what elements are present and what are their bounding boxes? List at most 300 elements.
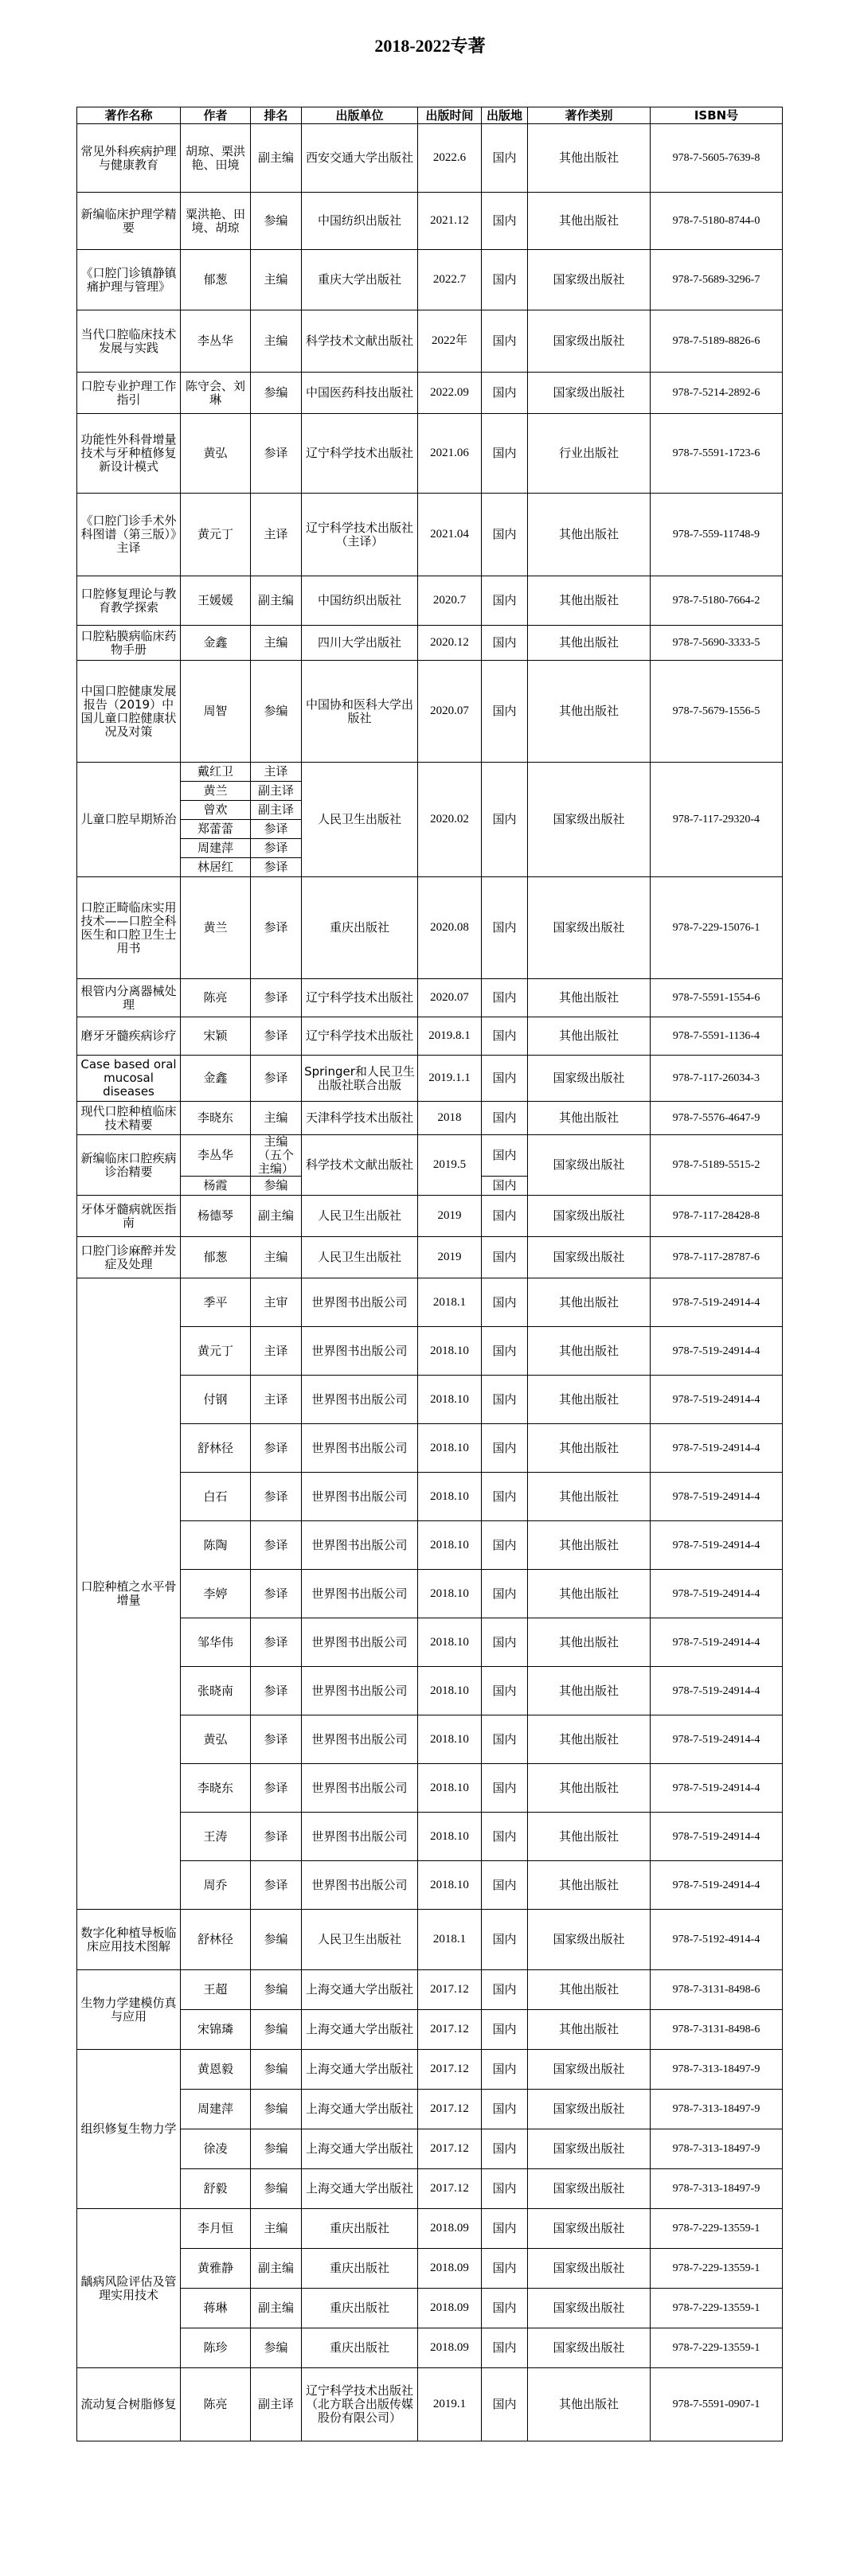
publisher-cell: 世界图书出版公司 bbox=[302, 1861, 418, 1910]
date-cell: 2019.8.1 bbox=[418, 1017, 482, 1056]
publisher-cell: Springer和人民卫生出版社联合出版 bbox=[302, 1056, 418, 1102]
publisher-cell: 中国纺织出版社 bbox=[302, 193, 418, 250]
date-cell: 2020.12 bbox=[418, 626, 482, 661]
place-cell: 国内 bbox=[482, 1715, 528, 1764]
header-row bbox=[77, 107, 783, 124]
author-cell: 舒林径 bbox=[181, 1424, 251, 1473]
table-row bbox=[77, 763, 783, 782]
book-title-cell: 口腔门诊麻醉并发症及处理 bbox=[77, 1237, 181, 1278]
author-cell: 邹华伟 bbox=[181, 1618, 251, 1667]
publisher-cell: 重庆出版社 bbox=[302, 2289, 418, 2328]
publisher-cell: 辽宁科学技术出版社 bbox=[302, 414, 418, 494]
author-cell: 杨霞 bbox=[181, 1177, 251, 1196]
isbn-cell: 978-7-519-24914-4 bbox=[651, 1424, 783, 1473]
table-row bbox=[77, 2209, 783, 2249]
author-cell: 王超 bbox=[181, 1970, 251, 2010]
monograph-table bbox=[76, 107, 783, 2441]
author-cell: 舒毅 bbox=[181, 2169, 251, 2209]
place-cell: 国内 bbox=[482, 250, 528, 310]
category-cell: 其他出版社 bbox=[528, 1473, 651, 1521]
category-cell: 国家级出版社 bbox=[528, 2169, 651, 2209]
rank-cell: 参译 bbox=[251, 1861, 302, 1910]
author-cell: 周乔 bbox=[181, 1861, 251, 1910]
rank-cell: 副主编 bbox=[251, 2289, 302, 2328]
author-cell: 周智 bbox=[181, 661, 251, 763]
author-cell: 白石 bbox=[181, 1473, 251, 1521]
date-cell: 2021.06 bbox=[418, 414, 482, 494]
rank-cell: 副主编 bbox=[251, 576, 302, 626]
publisher-cell: 重庆出版社 bbox=[302, 2209, 418, 2249]
publisher-cell: 上海交通大学出版社 bbox=[302, 2169, 418, 2209]
category-cell: 其他出版社 bbox=[528, 1327, 651, 1376]
category-cell: 国家级出版社 bbox=[528, 1237, 651, 1278]
publisher-cell: 重庆大学出版社 bbox=[302, 250, 418, 310]
date-cell: 2018.10 bbox=[418, 1473, 482, 1521]
place-cell: 国内 bbox=[482, 1570, 528, 1618]
author-cell: 郁葱 bbox=[181, 1237, 251, 1278]
publisher-cell: 中国协和医科大学出版社 bbox=[302, 661, 418, 763]
header-rank: 排名 bbox=[251, 107, 302, 124]
rank-cell: 参编 bbox=[251, 373, 302, 414]
date-cell: 2021.04 bbox=[418, 494, 482, 576]
isbn-cell: 978-7-519-24914-4 bbox=[651, 1570, 783, 1618]
author-cell: 黄弘 bbox=[181, 1715, 251, 1764]
author-cell: 林居红 bbox=[181, 858, 251, 877]
author-cell: 陈珍 bbox=[181, 2328, 251, 2368]
date-cell: 2018.10 bbox=[418, 1667, 482, 1715]
publisher-cell: 重庆出版社 bbox=[302, 877, 418, 979]
table-row bbox=[77, 877, 783, 979]
publisher-cell: 上海交通大学出版社 bbox=[302, 1970, 418, 2010]
category-cell: 其他出版社 bbox=[528, 979, 651, 1017]
place-cell: 国内 bbox=[482, 2289, 528, 2328]
book-title-cell: 新编临床护理学精要 bbox=[77, 193, 181, 250]
place-cell: 国内 bbox=[482, 1861, 528, 1910]
table-row bbox=[77, 1327, 783, 1376]
place-cell: 国内 bbox=[482, 661, 528, 763]
category-cell: 国家级出版社 bbox=[528, 2050, 651, 2090]
table-row bbox=[77, 1970, 783, 2010]
rank-cell: 参译 bbox=[251, 1473, 302, 1521]
category-cell: 国家级出版社 bbox=[528, 2129, 651, 2169]
book-title-cell: 口腔种植之水平骨增量 bbox=[77, 1278, 181, 1910]
isbn-cell: 978-7-519-24914-4 bbox=[651, 1521, 783, 1570]
place-cell: 国内 bbox=[482, 193, 528, 250]
publisher-cell: 上海交通大学出版社 bbox=[302, 2090, 418, 2129]
isbn-cell: 978-7-5591-0907-1 bbox=[651, 2368, 783, 2441]
date-cell: 2020.7 bbox=[418, 576, 482, 626]
place-cell: 国内 bbox=[482, 124, 528, 193]
place-cell: 国内 bbox=[482, 2368, 528, 2441]
category-cell: 其他出版社 bbox=[528, 2368, 651, 2441]
book-title-cell: 组织修复生物力学 bbox=[77, 2050, 181, 2209]
place-cell: 国内 bbox=[482, 2209, 528, 2249]
table-row bbox=[77, 1056, 783, 1102]
table-row bbox=[77, 1618, 783, 1667]
rank-cell: 主编 bbox=[251, 1237, 302, 1278]
book-title-cell: 常见外科疾病护理与健康教育 bbox=[77, 124, 181, 193]
author-cell: 宋锦璘 bbox=[181, 2010, 251, 2050]
author-cell: 郑蕾蕾 bbox=[181, 820, 251, 839]
date-cell: 2018.10 bbox=[418, 1327, 482, 1376]
date-cell: 2017.12 bbox=[418, 2050, 482, 2090]
isbn-cell: 978-7-519-24914-4 bbox=[651, 1813, 783, 1861]
publisher-cell: 上海交通大学出版社 bbox=[302, 2010, 418, 2050]
table-row bbox=[77, 1196, 783, 1237]
date-cell: 2018.10 bbox=[418, 1715, 482, 1764]
table-row bbox=[77, 2368, 783, 2441]
table-row bbox=[77, 310, 783, 373]
author-cell: 舒林径 bbox=[181, 1910, 251, 1970]
place-cell: 国内 bbox=[482, 373, 528, 414]
isbn-cell: 978-7-229-13559-1 bbox=[651, 2209, 783, 2249]
isbn-cell: 978-7-229-13559-1 bbox=[651, 2289, 783, 2328]
category-cell: 其他出版社 bbox=[528, 576, 651, 626]
place-cell: 国内 bbox=[482, 1177, 528, 1196]
rank-cell: 参译 bbox=[251, 1424, 302, 1473]
place-cell: 国内 bbox=[482, 2169, 528, 2209]
place-cell: 国内 bbox=[482, 2328, 528, 2368]
table-row bbox=[77, 2328, 783, 2368]
book-title-cell: 口腔正畸临床实用技术——口腔全科医生和口腔卫生士用书 bbox=[77, 877, 181, 979]
rank-cell: 参译 bbox=[251, 858, 302, 877]
place-cell: 国内 bbox=[482, 1910, 528, 1970]
publisher-cell: 辽宁科学技术出版社（主译） bbox=[302, 494, 418, 576]
book-title-cell: 口腔专业护理工作指引 bbox=[77, 373, 181, 414]
author-cell: 李月恒 bbox=[181, 2209, 251, 2249]
table-row bbox=[77, 250, 783, 310]
rank-cell: 主编（五个主编） bbox=[251, 1135, 302, 1177]
publisher-cell: 重庆出版社 bbox=[302, 2249, 418, 2289]
category-cell: 国家级出版社 bbox=[528, 763, 651, 877]
rank-cell: 主编 bbox=[251, 250, 302, 310]
place-cell: 国内 bbox=[482, 1424, 528, 1473]
table-row bbox=[77, 661, 783, 763]
table-row bbox=[77, 193, 783, 250]
table-row bbox=[77, 2129, 783, 2169]
author-cell: 金鑫 bbox=[181, 1056, 251, 1102]
category-cell: 其他出版社 bbox=[528, 193, 651, 250]
rank-cell: 副主编 bbox=[251, 124, 302, 193]
place-cell: 国内 bbox=[482, 2050, 528, 2090]
table-row bbox=[77, 1135, 783, 1177]
book-title-cell: 新编临床口腔疾病诊治精要 bbox=[77, 1135, 181, 1196]
place-cell: 国内 bbox=[482, 2010, 528, 2050]
category-cell: 国家级出版社 bbox=[528, 1135, 651, 1196]
category-cell: 国家级出版社 bbox=[528, 1056, 651, 1102]
date-cell: 2017.12 bbox=[418, 2090, 482, 2129]
isbn-cell: 978-7-519-24914-4 bbox=[651, 1618, 783, 1667]
date-cell: 2019 bbox=[418, 1196, 482, 1237]
isbn-cell: 978-7-519-24914-4 bbox=[651, 1861, 783, 1910]
publisher-cell: 人民卫生出版社 bbox=[302, 1910, 418, 1970]
isbn-cell: 978-7-519-24914-4 bbox=[651, 1667, 783, 1715]
author-cell: 宋颖 bbox=[181, 1017, 251, 1056]
author-cell: 陈守会、刘琳 bbox=[181, 373, 251, 414]
rank-cell: 参编 bbox=[251, 2129, 302, 2169]
category-cell: 国家级出版社 bbox=[528, 2328, 651, 2368]
rank-cell: 参译 bbox=[251, 1764, 302, 1813]
category-cell: 国家级出版社 bbox=[528, 877, 651, 979]
place-cell: 国内 bbox=[482, 1667, 528, 1715]
rank-cell: 主译 bbox=[251, 494, 302, 576]
author-cell: 周建萍 bbox=[181, 2090, 251, 2129]
date-cell: 2020.07 bbox=[418, 979, 482, 1017]
date-cell: 2022.7 bbox=[418, 250, 482, 310]
publisher-cell: 科学技术文献出版社 bbox=[302, 310, 418, 373]
place-cell: 国内 bbox=[482, 2090, 528, 2129]
date-cell: 2018.1 bbox=[418, 1278, 482, 1327]
publisher-cell: 世界图书出版公司 bbox=[302, 1473, 418, 1521]
rank-cell: 参编 bbox=[251, 2050, 302, 2090]
isbn-cell: 978-7-5192-4914-4 bbox=[651, 1910, 783, 1970]
table-row bbox=[77, 2010, 783, 2050]
isbn-cell: 978-7-117-26034-3 bbox=[651, 1056, 783, 1102]
date-cell: 2018.10 bbox=[418, 1424, 482, 1473]
date-cell: 2018.10 bbox=[418, 1376, 482, 1424]
rank-cell: 主审 bbox=[251, 1278, 302, 1327]
date-cell: 2021.12 bbox=[418, 193, 482, 250]
isbn-cell: 978-7-5690-3333-5 bbox=[651, 626, 783, 661]
author-cell: 黄恩毅 bbox=[181, 2050, 251, 2090]
author-cell: 黄雅静 bbox=[181, 2249, 251, 2289]
category-cell: 其他出版社 bbox=[528, 2010, 651, 2050]
book-title-cell: 《口腔门诊镇静镇痛护理与管理》 bbox=[77, 250, 181, 310]
header-isbn: ISBN号 bbox=[651, 107, 783, 124]
page-title: 2018-2022专著 bbox=[374, 36, 486, 56]
book-title-cell: 数字化种植导板临床应用技术图解 bbox=[77, 1910, 181, 1970]
author-cell: 徐凌 bbox=[181, 2129, 251, 2169]
date-cell: 2019.1 bbox=[418, 2368, 482, 2441]
author-cell: 蒋琳 bbox=[181, 2289, 251, 2328]
rank-cell: 副主译 bbox=[251, 782, 302, 801]
isbn-cell: 978-7-559-11748-9 bbox=[651, 494, 783, 576]
place-cell: 国内 bbox=[482, 979, 528, 1017]
author-cell: 郁葱 bbox=[181, 250, 251, 310]
place-cell: 国内 bbox=[482, 1135, 528, 1177]
place-cell: 国内 bbox=[482, 414, 528, 494]
author-cell: 黄元丁 bbox=[181, 494, 251, 576]
author-cell: 黄元丁 bbox=[181, 1327, 251, 1376]
author-cell: 李丛华 bbox=[181, 1135, 251, 1177]
author-cell: 周建萍 bbox=[181, 839, 251, 858]
table-row bbox=[77, 1237, 783, 1278]
book-title-cell: 口腔修复理论与教育教学探索 bbox=[77, 576, 181, 626]
table-row bbox=[77, 414, 783, 494]
publisher-cell: 辽宁科学技术出版社（北方联合出版传媒股份有限公司） bbox=[302, 2368, 418, 2441]
isbn-cell: 978-7-5189-5515-2 bbox=[651, 1135, 783, 1196]
rank-cell: 参译 bbox=[251, 1715, 302, 1764]
date-cell: 2018.09 bbox=[418, 2328, 482, 2368]
rank-cell: 主编 bbox=[251, 1102, 302, 1135]
category-cell: 其他出版社 bbox=[528, 494, 651, 576]
date-cell: 2017.12 bbox=[418, 2169, 482, 2209]
publisher-cell: 天津科学技术出版社 bbox=[302, 1102, 418, 1135]
publisher-cell: 世界图书出版公司 bbox=[302, 1764, 418, 1813]
author-cell: 王媛媛 bbox=[181, 576, 251, 626]
table-row bbox=[77, 1910, 783, 1970]
rank-cell: 参译 bbox=[251, 979, 302, 1017]
rank-cell: 参编 bbox=[251, 661, 302, 763]
isbn-cell: 978-7-5591-1554-6 bbox=[651, 979, 783, 1017]
date-cell: 2022.6 bbox=[418, 124, 482, 193]
author-cell: 戴红卫 bbox=[181, 763, 251, 782]
category-cell: 其他出版社 bbox=[528, 661, 651, 763]
rank-cell: 主译 bbox=[251, 1327, 302, 1376]
rank-cell: 参译 bbox=[251, 1017, 302, 1056]
place-cell: 国内 bbox=[482, 576, 528, 626]
category-cell: 其他出版社 bbox=[528, 1618, 651, 1667]
author-cell: 陈亮 bbox=[181, 979, 251, 1017]
date-cell: 2019.1.1 bbox=[418, 1056, 482, 1102]
publisher-cell: 世界图书出版公司 bbox=[302, 1813, 418, 1861]
category-cell: 其他出版社 bbox=[528, 1667, 651, 1715]
date-cell: 2019 bbox=[418, 1237, 482, 1278]
rank-cell: 参编 bbox=[251, 1177, 302, 1196]
isbn-cell: 978-7-117-28787-6 bbox=[651, 1237, 783, 1278]
date-cell: 2020.08 bbox=[418, 877, 482, 979]
isbn-cell: 978-7-5576-4647-9 bbox=[651, 1102, 783, 1135]
place-cell: 国内 bbox=[482, 1473, 528, 1521]
isbn-cell: 978-7-229-13559-1 bbox=[651, 2328, 783, 2368]
date-cell: 2017.12 bbox=[418, 1970, 482, 2010]
category-cell: 国家级出版社 bbox=[528, 250, 651, 310]
author-cell: 李婷 bbox=[181, 1570, 251, 1618]
isbn-cell: 978-7-5189-8826-6 bbox=[651, 310, 783, 373]
category-cell: 国家级出版社 bbox=[528, 2209, 651, 2249]
rank-cell: 参编 bbox=[251, 1910, 302, 1970]
rank-cell: 主编 bbox=[251, 2209, 302, 2249]
author-cell: 陈亮 bbox=[181, 2368, 251, 2441]
category-cell: 其他出版社 bbox=[528, 1521, 651, 1570]
date-cell: 2018.1 bbox=[418, 1910, 482, 1970]
book-title-cell: 流动复合树脂修复 bbox=[77, 2368, 181, 2441]
isbn-cell: 978-7-5214-2892-6 bbox=[651, 373, 783, 414]
author-cell: 黄兰 bbox=[181, 877, 251, 979]
table-row bbox=[77, 1473, 783, 1521]
isbn-cell: 978-7-5679-1556-5 bbox=[651, 661, 783, 763]
book-title-cell: 根管内分离器械处理 bbox=[77, 979, 181, 1017]
isbn-cell: 978-7-5180-7664-2 bbox=[651, 576, 783, 626]
category-cell: 其他出版社 bbox=[528, 1970, 651, 2010]
author-cell: 胡琼、栗洪艳、田境 bbox=[181, 124, 251, 193]
date-cell: 2018.09 bbox=[418, 2249, 482, 2289]
table-row bbox=[77, 373, 783, 414]
book-title-cell: 龋病风险评估及管理实用技术 bbox=[77, 2209, 181, 2368]
table-row bbox=[77, 1424, 783, 1473]
rank-cell: 参译 bbox=[251, 1813, 302, 1861]
isbn-cell: 978-7-519-24914-4 bbox=[651, 1327, 783, 1376]
date-cell: 2018.09 bbox=[418, 2209, 482, 2249]
date-cell: 2017.12 bbox=[418, 2010, 482, 2050]
place-cell: 国内 bbox=[482, 626, 528, 661]
rank-cell: 主编 bbox=[251, 310, 302, 373]
date-cell: 2020.02 bbox=[418, 763, 482, 877]
rank-cell: 参译 bbox=[251, 1521, 302, 1570]
rank-cell: 参编 bbox=[251, 1970, 302, 2010]
isbn-cell: 978-7-519-24914-4 bbox=[651, 1715, 783, 1764]
header-book: 著作名称 bbox=[77, 107, 181, 124]
isbn-cell: 978-7-5591-1723-6 bbox=[651, 414, 783, 494]
rank-cell: 参译 bbox=[251, 414, 302, 494]
rank-cell: 参译 bbox=[251, 839, 302, 858]
table-row bbox=[77, 1017, 783, 1056]
place-cell: 国内 bbox=[482, 1521, 528, 1570]
rank-cell: 副主编 bbox=[251, 2249, 302, 2289]
place-cell: 国内 bbox=[482, 1376, 528, 1424]
author-cell: 粟洪艳、田境、胡琼 bbox=[181, 193, 251, 250]
isbn-cell: 978-7-5180-8744-0 bbox=[651, 193, 783, 250]
rank-cell: 参译 bbox=[251, 1618, 302, 1667]
category-cell: 其他出版社 bbox=[528, 1570, 651, 1618]
category-cell: 国家级出版社 bbox=[528, 1196, 651, 1237]
isbn-cell: 978-7-519-24914-4 bbox=[651, 1278, 783, 1327]
place-cell: 国内 bbox=[482, 1327, 528, 1376]
table-row bbox=[77, 1278, 783, 1327]
author-cell: 李晓东 bbox=[181, 1102, 251, 1135]
publisher-cell: 人民卫生出版社 bbox=[302, 1196, 418, 1237]
place-cell: 国内 bbox=[482, 1056, 528, 1102]
publisher-cell: 中国纺织出版社 bbox=[302, 576, 418, 626]
date-cell: 2018.10 bbox=[418, 1764, 482, 1813]
author-cell: 李晓东 bbox=[181, 1764, 251, 1813]
place-cell: 国内 bbox=[482, 877, 528, 979]
publisher-cell: 科学技术文献出版社 bbox=[302, 1135, 418, 1196]
category-cell: 其他出版社 bbox=[528, 1424, 651, 1473]
table-row bbox=[77, 494, 783, 576]
isbn-cell: 978-7-519-24914-4 bbox=[651, 1473, 783, 1521]
rank-cell: 参译 bbox=[251, 1056, 302, 1102]
category-cell: 其他出版社 bbox=[528, 1813, 651, 1861]
isbn-cell: 978-7-5605-7639-8 bbox=[651, 124, 783, 193]
category-cell: 其他出版社 bbox=[528, 1017, 651, 1056]
book-title-cell: 生物力学建模仿真与应用 bbox=[77, 1970, 181, 2050]
author-cell: 黄弘 bbox=[181, 414, 251, 494]
rank-cell: 主译 bbox=[251, 763, 302, 782]
date-cell: 2018.09 bbox=[418, 2289, 482, 2328]
publisher-cell: 西安交通大学出版社 bbox=[302, 124, 418, 193]
rank-cell: 参译 bbox=[251, 877, 302, 979]
author-cell: 张晓南 bbox=[181, 1667, 251, 1715]
category-cell: 其他出版社 bbox=[528, 1102, 651, 1135]
date-cell: 2020.07 bbox=[418, 661, 482, 763]
publisher-cell: 世界图书出版公司 bbox=[302, 1327, 418, 1376]
rank-cell: 参编 bbox=[251, 2010, 302, 2050]
category-cell: 国家级出版社 bbox=[528, 1910, 651, 1970]
rank-cell: 副主译 bbox=[251, 801, 302, 820]
publisher-cell: 上海交通大学出版社 bbox=[302, 2050, 418, 2090]
place-cell: 国内 bbox=[482, 2249, 528, 2289]
rank-cell: 参编 bbox=[251, 2169, 302, 2209]
isbn-cell: 978-7-313-18497-9 bbox=[651, 2169, 783, 2209]
rank-cell: 参编 bbox=[251, 193, 302, 250]
publisher-cell: 世界图书出版公司 bbox=[302, 1376, 418, 1424]
table-row bbox=[77, 124, 783, 193]
book-title-cell: Case based oral mucosal diseases bbox=[77, 1056, 181, 1102]
date-cell: 2018.10 bbox=[418, 1861, 482, 1910]
table-row bbox=[77, 576, 783, 626]
table-row bbox=[77, 979, 783, 1017]
category-cell: 国家级出版社 bbox=[528, 373, 651, 414]
author-cell: 季平 bbox=[181, 1278, 251, 1327]
rank-cell: 副主译 bbox=[251, 2368, 302, 2441]
publisher-cell: 辽宁科学技术出版社 bbox=[302, 979, 418, 1017]
author-cell: 付钢 bbox=[181, 1376, 251, 1424]
rank-cell: 主译 bbox=[251, 1376, 302, 1424]
publisher-cell: 世界图书出版公司 bbox=[302, 1424, 418, 1473]
publisher-cell: 中国医药科技出版社 bbox=[302, 373, 418, 414]
isbn-cell: 978-7-3131-8498-6 bbox=[651, 1970, 783, 2010]
